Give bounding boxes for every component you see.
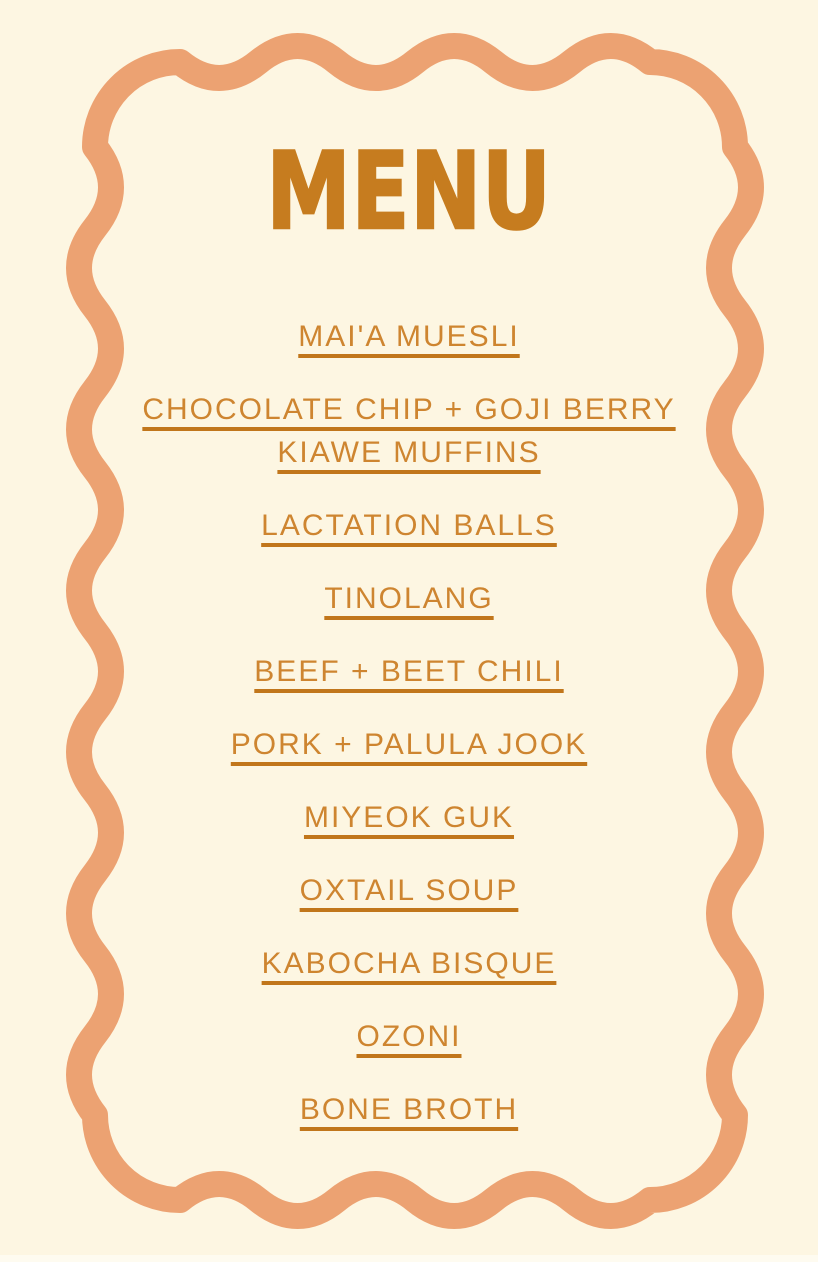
menu-item [109, 1018, 709, 1061]
menu-item-link[interactable]: BONE BROTH [299, 1093, 519, 1126]
menu-item-link[interactable]: TINOLANG [324, 582, 494, 615]
menu-item-link[interactable]: MIYEOK GUK [303, 801, 515, 834]
menu-item-link[interactable]: CHOCOLATE CHIP + GOJI BERRY KIAWE MUFFINS [142, 393, 676, 469]
menu-item [109, 945, 709, 988]
menu-item [109, 507, 709, 550]
menu-item [109, 726, 709, 769]
menu-item-link[interactable]: MAI'A MUESLI [298, 320, 520, 353]
menu-item-link[interactable]: LACTATION BALLS [261, 509, 557, 542]
menu-item-link[interactable]: BEEF + BEET CHILI [254, 655, 564, 688]
menu-item-link[interactable]: OZONI [356, 1020, 462, 1053]
menu-item [109, 653, 709, 696]
menu-item [109, 872, 709, 915]
menu-item [109, 1091, 709, 1134]
menu-title: MENU [266, 130, 552, 253]
menu-item-link[interactable]: KABOCHA BISQUE [261, 947, 557, 980]
menu-item [109, 391, 709, 477]
page-bottom-edge [0, 1255, 818, 1262]
menu-item-link[interactable]: OXTAIL SOUP [299, 874, 519, 907]
menu-item-link[interactable]: PORK + PALULA JOOK [230, 728, 588, 761]
menu-item-list [109, 318, 709, 1134]
menu-item [109, 799, 709, 842]
menu-item [109, 580, 709, 623]
menu-item [109, 318, 709, 361]
